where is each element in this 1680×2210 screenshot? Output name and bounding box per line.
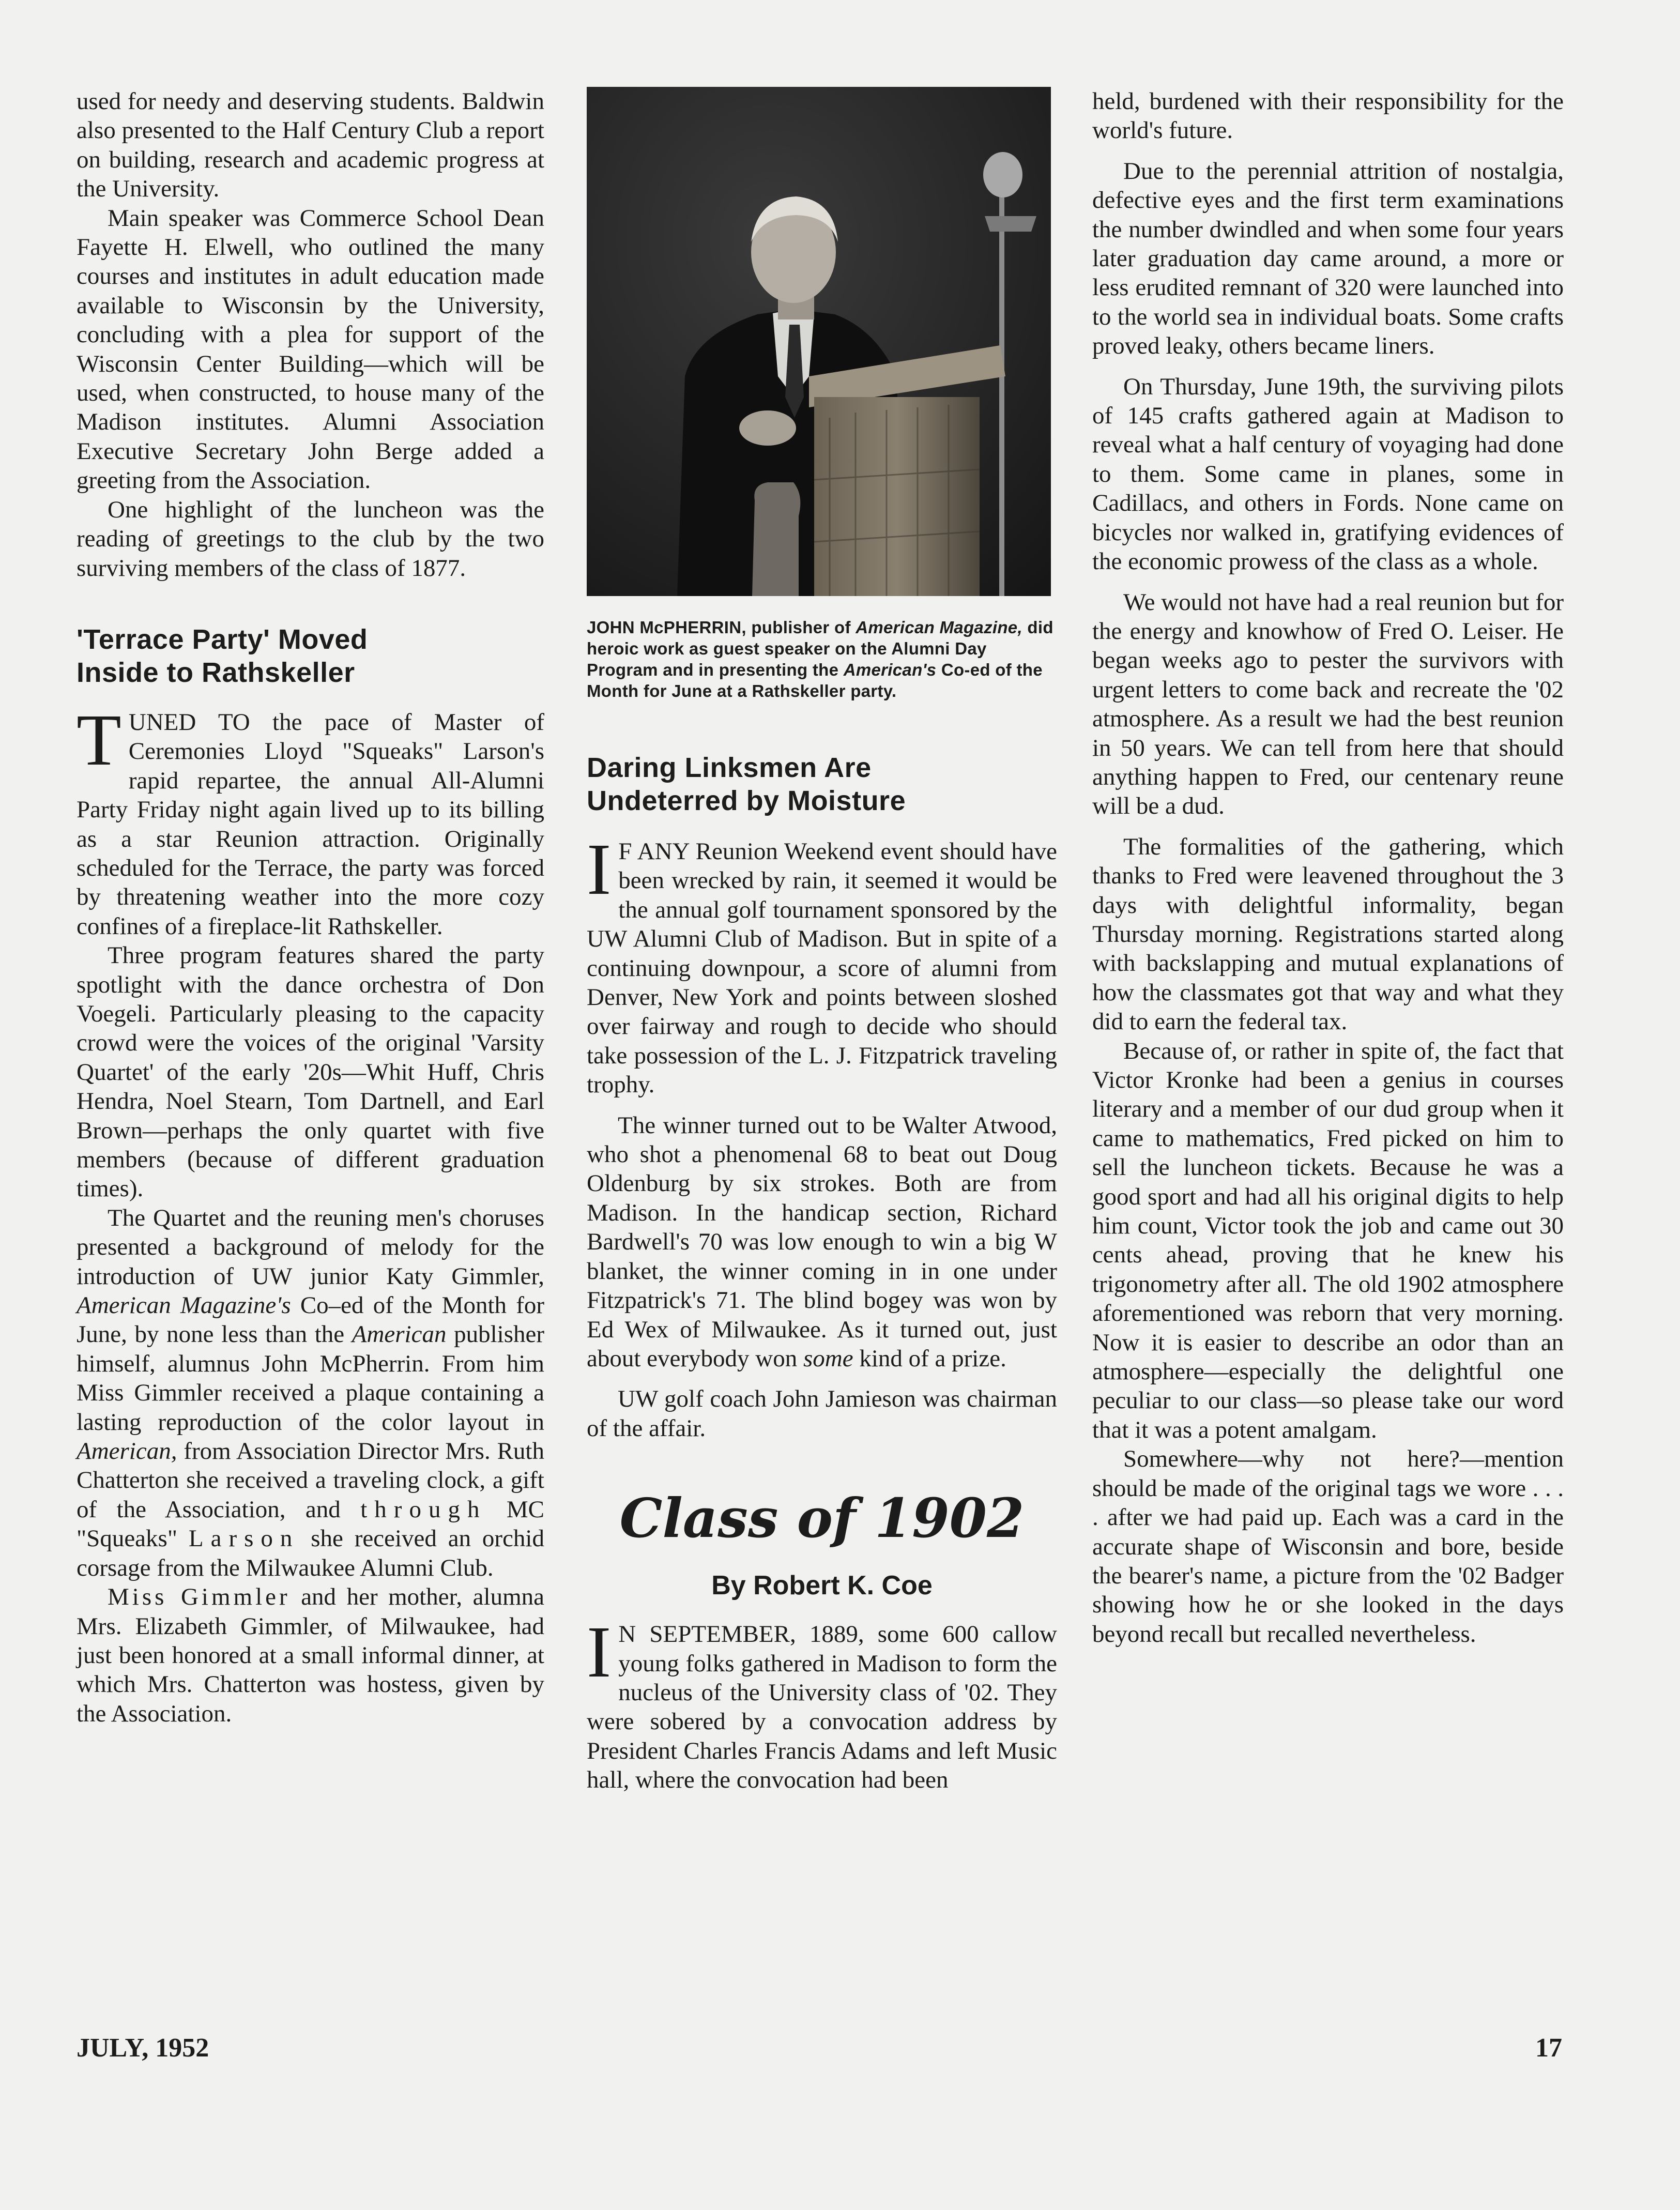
heading-line: Undeterred by Moisture — [587, 785, 906, 816]
paragraph-text: UNED TO the pace of Master of Ceremonies Lloyd "Squeaks" Larson's rapid repartee, the annual All-Alumni Party Friday night again lived up to its billing as a star Reunion attraction. Originally scheduled for the Terrace, the party was forced by threatening weather into the more cozy confines of a fireplace-lit Rathskeller. — [77, 708, 544, 940]
text-run-italic: American Magazine's — [77, 1292, 291, 1319]
page-number: 17 — [1535, 2033, 1562, 2063]
text-run: The winner turned out to be Walter Atwood, who shot a phenomenal 68 to beat out Doug Oldenburg by six strokes. Both are from Madison. In the handicap section, Richard Bardwell's 70 was low enough to win a big W blanket, the winner coming in in one under Fitzpatrick's 71. The blind bogey was won by Ed Wex of Milwaukee. As it turned out, just about everybody won — [587, 1111, 1057, 1372]
paragraph-lead — [587, 1611, 1057, 1794]
paragraph: Because of, or rather in spite of, the fact that Victor Kronke had been a genius in courses literary and a member of our dud group when it came to mathematics, Fred picked on him to sell the luncheon tickets. Because he was a good sport and had all his original digits to help him count, Victor took the job and came out 30 cents ahead, proving that he knew his trigonometry after all. The old 1902 atmosphere aforementioned was reborn that very morning. Now it is easier to describe an odor than an atmosphere—especially the delightful one peculiar to our class—so please take our word that it was a potent amalgam. — [1092, 1037, 1564, 1443]
heading-line: 'Terrace Party' Moved — [77, 623, 368, 655]
paragraph-lead — [77, 698, 544, 941]
paragraph: One highlight of the luncheon was the reading of greetings to the club by the two surviving members of the class of 1877. — [77, 496, 544, 582]
paragraph: We would not have had a real reunion but for the energy and knowhow of Fred O. Leiser. He began weeks ago to pester the survivors with urgent letters to come back and recreate the '02 atmosphere. As a result we had the best reunion in 50 years. We can tell from here that should anything happen to Fred, our centenary reune will be a dud. — [1092, 588, 1564, 820]
issue-date: JULY, 1952 — [77, 2033, 209, 2063]
byline: By Robert K. Coe — [711, 1571, 933, 1601]
column-right — [1092, 87, 1564, 1649]
text-run: Co–ed of the Month for June, by none less than the — [77, 1292, 544, 1348]
section-heading-linksmen — [587, 751, 1057, 817]
photo-caption — [587, 617, 1057, 702]
paragraph: The formalities of the gathering, which thanks to Fred were leavened throughout the 3 days with delightful informality, began Thursday morning. Registrations started along with backslapping and mutual explanations of how the classmates got that way and what they did to earn the federal tax. — [1092, 833, 1564, 1035]
section-heading-terrace-party — [77, 623, 544, 689]
paragraph: held, burdened with their responsibility for the world's future. — [1092, 88, 1564, 144]
text-run-spaced: Miss Gimmler — [108, 1583, 291, 1611]
paragraph: On Thursday, June 19th, the surviving pilots of 145 crafts gathered again at Madison to reveal what a half century of voyaging had done to them. Some came in planes, some in Cadillacs, and others in Fords. None came on bicycles nor walked in, gratifying evidences of the economic prowess of the class as a whole. — [1092, 373, 1564, 575]
paragraph — [587, 1111, 1057, 1374]
paragraph: used for needy and deserving students. Baldwin also presented to the Half Century Club a report on building, research and academic progress at the University. — [77, 88, 544, 203]
drop-cap: I — [587, 1611, 612, 1693]
text-run: from Association Director Mrs. Ruth Chatterton she received a traveling clock, a gift of the Association, and — [77, 1438, 544, 1523]
text-run-spaced: through — [360, 1496, 487, 1523]
paragraph — [77, 1582, 544, 1728]
paragraph-lead — [587, 828, 1057, 1100]
caption-text: Co-ed of the Month for June at a Rathskeller party. — [587, 660, 1043, 700]
paragraph: UW golf coach John Jamieson was chairman of the affair. — [587, 1385, 1057, 1442]
text-run: she received an orchid corsage from the Milwaukee Alumni Club. — [77, 1525, 544, 1581]
text-run: kind of a prize. — [859, 1345, 1006, 1372]
photo-john-mcpherrin — [587, 87, 1051, 596]
drop-cap: T — [77, 698, 121, 781]
paragraph — [77, 1203, 544, 1582]
text-run: publisher himself, alumnus John McPherrin. From him Miss Gimmler received a plaque containing a lasting reproduction of the color layout in — [77, 1321, 544, 1436]
paragraph: Somewhere—why not here?—mention should be made of the original tags we wore . . . . after we had paid up. Each was a card in the accurate shape of Wisconsin and bore, beside the bearer's name, a picture from the '02 Badger showing how he or she looked in the days beyond recall but recalled nevertheless. — [1092, 1445, 1564, 1648]
paragraph: Main speaker was Commerce School Dean Fayette H. Elwell, who outlined the many courses and institutes in adult education made available to Wisconsin by the University, concluding with a plea for support of the Wisconsin Center Building—which will be used, when constructed, to house many of the Madison institutes. Alumni Association Executive Secretary John Berge added a greeting from the Association. — [77, 204, 544, 494]
paragraph: Three program features shared the party spotlight with the dance orchestra of Don Voegeli. Particularly pleasing to the capacity crowd were the voices of the original 'Varsity Quartet' of the early '20s—Whit Huff, Chris Hendra, Noel Stearn, Tom Dartnell, and Earl Brown—perhaps the only quartet with five members (because of different graduation times). — [77, 942, 544, 1202]
column-left — [77, 87, 544, 1728]
caption-text-italic: American's — [843, 660, 937, 679]
paragraph-text: F ANY Reunion Weekend event should have been wrecked by rain, it seemed it would be the annual golf tournament sponsored by the UW Alumni Club of Madison. But in spite of a continuing downpour, a score of alumni from Denver, New York and points between sloshed over fairway and rough to decide who should take possession of the L. J. Fitzpatrick traveling trophy. — [587, 838, 1057, 1099]
heading-line: Inside to Rathskeller — [77, 657, 355, 688]
text-run: The Quartet and the reuning men's choruses presented a background of melody for the introduction of UW junior Katy Gimmler, — [77, 1204, 544, 1290]
heading-line: Daring Linksmen Are — [587, 752, 872, 783]
paragraph: Due to the perennial attrition of nostalgia, defective eyes and the first term examinations the number dwindled and when some four years later graduation day came around, a more or less erudited remnant of 320 were launched into to the world sea in individual boats. Some crafts proved leaky, others became liners. — [1092, 157, 1564, 360]
text-run-spaced: Larson — [188, 1525, 300, 1552]
speaker-at-podium-photo — [587, 87, 1051, 596]
column-middle — [587, 87, 1057, 1795]
text-run: and her mother, alumna Mrs. Elizabeth Gimmler, of Milwaukee, had just been honored at a small informal dinner, at which Mrs. Chatterton was hostess, given by the Association. — [77, 1583, 544, 1727]
text-run-italic: American, — [77, 1438, 177, 1465]
caption-text: did heroic work as guest speaker on the Alumni Day Program and in presenting the — [587, 618, 1053, 679]
caption-text: JOHN McPHERRIN, publisher of — [587, 618, 851, 637]
drop-cap: I — [587, 828, 612, 910]
caption-text-italic: American Magazine, — [856, 618, 1022, 637]
text-run-italic: some — [803, 1345, 853, 1372]
text-run: MC "Squeaks" — [77, 1496, 545, 1552]
class-of-1902-title: Class of 1902 — [619, 1486, 1025, 1550]
text-run-italic: American — [352, 1321, 447, 1348]
paragraph-text: N SEPTEMBER, 1889, some 600 callow young folks gathered in Madison to form the nucleus of the University class of '02. They were sobered by a convocation address by President Charles Francis Adams and left Music hall, where the convocation had been — [587, 1621, 1057, 1794]
